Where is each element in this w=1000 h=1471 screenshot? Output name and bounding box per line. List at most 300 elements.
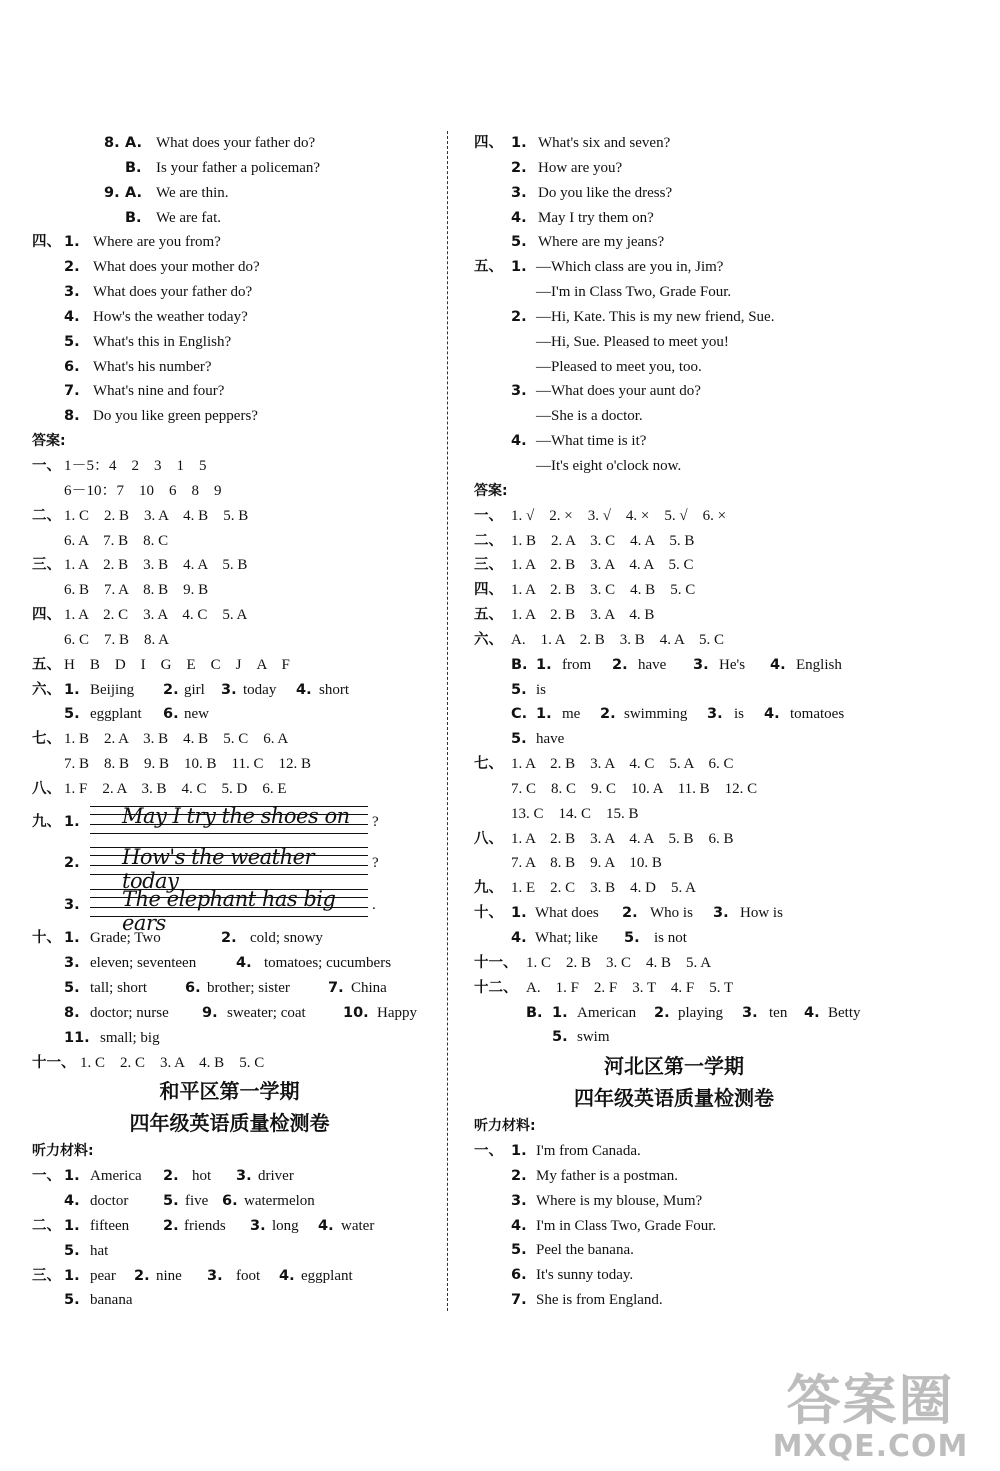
- text-line: [32, 181, 427, 206]
- section-label: 十、: [32, 930, 61, 947]
- text-line: [474, 951, 874, 976]
- text-line: [32, 926, 427, 951]
- section-label: 八、: [474, 830, 503, 847]
- section-label: 四、: [474, 135, 503, 151]
- item-number: 4.: [236, 955, 252, 972]
- line-text: eggplant: [90, 706, 142, 723]
- text-line: [474, 678, 874, 703]
- text-line: [474, 131, 874, 156]
- section-label: 十二、: [474, 979, 518, 996]
- section-label: 三、: [32, 557, 61, 574]
- item-number: 3.: [511, 1192, 527, 1209]
- line-text: 1. A 2. B 3. A 4. B: [511, 607, 655, 624]
- line-text: I'm in Class Two, Grade Four.: [536, 1217, 717, 1234]
- item-number: 1.: [511, 905, 527, 922]
- line-text: 1. C 2. C 3. A 4. B 5. C: [80, 1054, 265, 1071]
- item-number: 1.: [64, 681, 80, 698]
- section-label: 答案:: [474, 482, 508, 499]
- section-heading: [32, 429, 427, 454]
- item-number: 2.: [511, 308, 527, 325]
- line-text: banana: [90, 1292, 133, 1309]
- item-number: 6.: [511, 1267, 527, 1284]
- item-number: B.: [125, 209, 142, 226]
- line-text: —Which class are you in, Jim?: [536, 259, 724, 276]
- text-line: [32, 603, 427, 628]
- item-number: 1.: [64, 1168, 80, 1185]
- text-line: [474, 578, 874, 603]
- item-number: 8.: [64, 408, 80, 425]
- text-line: [32, 653, 427, 678]
- text-line: [474, 230, 874, 255]
- line-text: 6－10：7 10 6 8 9: [64, 482, 222, 499]
- text-line: [32, 330, 427, 355]
- line-text: 1. A 2. B 3. A 4. A 5. C: [511, 557, 694, 574]
- line-text: 1. A 2. B 3. C 4. B 5. C: [511, 582, 696, 599]
- text-line: [32, 951, 427, 976]
- line-text: short: [319, 681, 349, 698]
- column-divider: [447, 131, 448, 1311]
- item-number: 10.: [343, 1004, 369, 1021]
- item-number: 3.: [707, 706, 723, 723]
- text-line: [32, 578, 427, 603]
- text-line: [474, 876, 874, 901]
- text-line: [474, 1025, 874, 1050]
- line-text: A. 1. F 2. F 3. T 4. F 5. T: [526, 979, 734, 996]
- item-number: A.: [125, 135, 142, 151]
- item-number: 1.: [64, 1217, 80, 1234]
- item-number: 11.: [64, 1029, 90, 1046]
- handwriting-row: [32, 885, 427, 935]
- item-number: 6.: [64, 358, 80, 375]
- line-text: —She is a doctor.: [536, 408, 643, 425]
- line-text: Where are you from?: [93, 234, 221, 251]
- text-line: [32, 1051, 427, 1076]
- item-number: 5.: [511, 234, 527, 251]
- section-label: 八、: [32, 780, 61, 797]
- text-line: [32, 379, 427, 404]
- section-label: 二、: [32, 507, 61, 524]
- line-text: 1. C 2. B 3. A 4. B 5. B: [64, 507, 249, 524]
- line-text: 1. C 2. B 3. C 4. B 5. A: [526, 954, 712, 971]
- text-line: [32, 976, 427, 1001]
- section-label: 五、: [474, 607, 503, 624]
- line-text: —Pleased to meet you, too.: [536, 358, 702, 375]
- text-line: [32, 131, 427, 156]
- text-line: [474, 280, 874, 305]
- item-number: 3.: [64, 896, 80, 913]
- line-text: nine: [156, 1267, 182, 1284]
- item-number: 2.: [622, 905, 638, 922]
- item-number: 5.: [64, 333, 80, 350]
- line-text: 1. B 2. A 3. B 4. B 5. C 6. A: [64, 731, 289, 748]
- line-text: 1. B 2. A 3. C 4. A 5. B: [511, 532, 695, 549]
- section-heading: [474, 479, 874, 504]
- line-text: 6. A 7. B 8. C: [64, 532, 169, 549]
- section-label: 十一、: [474, 954, 518, 971]
- text-line: [474, 1001, 874, 1026]
- line-text: 1. A 2. C 3. A 4. C 5. A: [64, 607, 248, 624]
- line-text: 7. B 8. B 9. B 10. B 11. C 12. B: [64, 756, 311, 773]
- section-label: 四、: [32, 234, 61, 251]
- text-line: [32, 1189, 427, 1214]
- text-line: [474, 454, 874, 479]
- section-label: 一、: [32, 457, 61, 474]
- section-label: 一、: [474, 1143, 503, 1160]
- item-number: B.: [511, 656, 528, 673]
- line-text: Is your father a policeman?: [156, 159, 321, 176]
- line-text: Betty: [828, 1004, 861, 1021]
- text-line: [474, 653, 874, 678]
- line-text: What's his number?: [93, 358, 212, 375]
- text-line: [32, 255, 427, 280]
- item-number: 2.: [654, 1004, 670, 1021]
- text-line: [474, 429, 874, 454]
- item-number: A.: [125, 184, 142, 201]
- line-text: playing: [678, 1004, 723, 1021]
- text-line: [474, 628, 874, 653]
- handwriting-row: [32, 802, 427, 844]
- line-text: have: [536, 731, 565, 748]
- watermark-logo: [763, 1371, 978, 1463]
- text-line: [474, 901, 874, 926]
- line-text: Do you like green peppers?: [93, 408, 258, 425]
- sentence-end-mark: .: [372, 896, 376, 913]
- line-text: H B D I G E C J A F: [64, 656, 290, 673]
- text-line: [474, 355, 874, 380]
- section-label: 四、: [32, 607, 61, 624]
- line-text: 1. √ 2. × 3. √ 4. × 5. √ 6. ×: [511, 507, 727, 524]
- line-text: I'm from Canada.: [536, 1143, 641, 1160]
- text-line: [474, 976, 874, 1001]
- text-line: [474, 404, 874, 429]
- item-number: 4.: [804, 1004, 820, 1021]
- section-heading: [32, 1139, 427, 1164]
- line-text: Happy: [377, 1004, 417, 1021]
- item-number: 2.: [511, 1167, 527, 1184]
- text-line: [474, 330, 874, 355]
- text-line: [32, 678, 427, 703]
- line-text: May I try them on?: [538, 209, 654, 226]
- section-label: 十一、: [32, 1054, 76, 1071]
- item-number: 1.: [64, 234, 80, 251]
- line-text: small; big: [100, 1029, 160, 1046]
- item-number: 5.: [511, 1242, 527, 1259]
- item-number: 5.: [511, 681, 527, 698]
- text-line: [32, 1026, 427, 1051]
- section-label: 答案:: [32, 433, 66, 450]
- line-text: tomatoes; cucumbers: [264, 955, 392, 972]
- line-text: We are thin.: [156, 184, 229, 201]
- line-text: —I'm in Class Two, Grade Four.: [536, 284, 732, 301]
- text-line: [474, 1263, 874, 1288]
- line-text: —Hi, Sue. Pleased to meet you!: [536, 333, 729, 350]
- item-number: 8.: [104, 135, 120, 151]
- line-text: doctor: [90, 1193, 129, 1210]
- text-line: [474, 603, 874, 628]
- text-line: [474, 1139, 874, 1164]
- item-number: 5.: [64, 979, 80, 996]
- item-number: 2.: [64, 259, 80, 276]
- section-label: 听力材料:: [474, 1118, 536, 1135]
- item-number: 3.: [713, 905, 729, 922]
- text-line: [474, 553, 874, 578]
- line-text: eleven; seventeen: [90, 955, 197, 972]
- handwriting-row: [32, 843, 427, 894]
- line-text: today: [243, 681, 277, 698]
- item-number: 5.: [552, 1029, 568, 1046]
- line-text: American: [577, 1004, 637, 1021]
- text-line: [474, 926, 874, 951]
- section-label: 二、: [474, 532, 503, 549]
- item-number: 9.: [104, 184, 120, 201]
- item-number: 3.: [64, 284, 80, 301]
- line-text: 1. E 2. C 3. B 4. D 5. A: [511, 880, 697, 897]
- text-line: [32, 727, 427, 752]
- line-text: What's this in English?: [93, 333, 232, 350]
- text-line: [474, 802, 874, 827]
- line-text: English: [796, 656, 842, 673]
- item-number: 5.: [511, 731, 527, 748]
- item-number: 1.: [552, 1004, 568, 1021]
- text-line: [32, 1164, 427, 1189]
- item-number: 9.: [202, 1004, 218, 1021]
- right-column: [474, 131, 874, 1313]
- section-label: 九、: [32, 813, 61, 830]
- text-line: [32, 1264, 427, 1289]
- text-line: [32, 529, 427, 554]
- section-label: 三、: [474, 557, 503, 574]
- text-line: [474, 181, 874, 206]
- section-label: 七、: [474, 756, 503, 773]
- line-text: How are you?: [538, 159, 623, 176]
- line-text: 7. C 8. C 9. C 10. A 11. B 12. C: [511, 780, 758, 797]
- item-number: 5.: [163, 1193, 179, 1210]
- item-number: C.: [511, 706, 528, 723]
- item-number: 1.: [511, 1143, 527, 1160]
- section-label: 四、: [474, 582, 503, 599]
- text-line: [474, 1288, 874, 1313]
- line-text: have: [638, 656, 667, 673]
- line-text: Grade; Two: [90, 930, 161, 947]
- line-text: watermelon: [244, 1193, 315, 1210]
- line-text: Where is my blouse, Mum?: [536, 1192, 703, 1209]
- text-line: [474, 1164, 874, 1189]
- text-line: [32, 206, 427, 231]
- section-label: 一、: [32, 1168, 61, 1185]
- text-line: [474, 206, 874, 231]
- line-text: is not: [654, 930, 687, 946]
- text-line: [32, 553, 427, 578]
- section-label: 听力材料:: [32, 1143, 94, 1160]
- section-label: 一、: [474, 507, 503, 524]
- text-line: [474, 851, 874, 876]
- text-line: [32, 777, 427, 802]
- line-text: five: [185, 1193, 209, 1210]
- item-number: 4.: [511, 930, 527, 946]
- line-text: 1. A 2. B 3. B 4. A 5. B: [64, 557, 248, 574]
- section-title: 河北区第一学期: [604, 1054, 744, 1079]
- item-number: 4.: [64, 1193, 80, 1210]
- text-line: [474, 305, 874, 330]
- item-number: 2.: [64, 855, 80, 872]
- line-text: What does your father do?: [93, 284, 253, 301]
- line-text: long: [272, 1217, 299, 1234]
- line-text: eggplant: [301, 1267, 353, 1284]
- line-text: —It's eight o'clock now.: [536, 457, 682, 474]
- section-label: 六、: [474, 631, 503, 648]
- item-number: 4.: [296, 681, 312, 698]
- line-text: 1. F 2. A 3. B 4. C 5. D 6. E: [64, 780, 287, 797]
- line-text: 1. A 2. B 3. A 4. A 5. B 6. B: [511, 830, 734, 847]
- line-text: 7. A 8. B 9. A 10. B: [511, 855, 662, 872]
- line-text: doctor; nurse: [90, 1004, 169, 1021]
- line-text: hot: [192, 1168, 212, 1185]
- section-title: 和平区第一学期: [159, 1079, 300, 1104]
- section-title: 四年级英语质量检测卷: [129, 1111, 330, 1136]
- item-number: 2.: [511, 159, 527, 176]
- handwritten-answer: May I try the shoes on: [122, 803, 350, 828]
- text-line: [474, 827, 874, 852]
- handwriting-lines: [90, 803, 368, 834]
- item-number: 1.: [511, 135, 527, 151]
- item-number: 4.: [764, 706, 780, 723]
- line-text: friends: [184, 1217, 226, 1234]
- text-line: [474, 255, 874, 280]
- line-text: My father is a postman.: [536, 1167, 679, 1184]
- handwriting-lines: [90, 845, 368, 894]
- item-number: 2.: [600, 706, 616, 723]
- line-text: 13. C 14. C 15. B: [511, 805, 639, 822]
- item-number: 2.: [163, 681, 179, 698]
- section-label: 六、: [32, 681, 61, 698]
- line-text: sweater; coat: [227, 1004, 306, 1021]
- line-text: hat: [90, 1242, 109, 1259]
- line-text: fifteen: [90, 1217, 130, 1234]
- line-text: How's the weather today?: [93, 308, 248, 325]
- text-line: [32, 752, 427, 777]
- line-text: China: [351, 979, 387, 996]
- line-text: What does your mother do?: [93, 259, 260, 276]
- item-number: 4.: [511, 209, 527, 226]
- watermark-text: 答案圈: [786, 1369, 955, 1432]
- item-number: 6.: [163, 706, 179, 723]
- line-text: —What does your aunt do?: [536, 383, 701, 400]
- section-label: 十、: [474, 905, 503, 922]
- line-text: We are fat.: [156, 209, 221, 226]
- text-line: [32, 280, 427, 305]
- handwritten-answer: The elephant has big ears: [122, 886, 336, 935]
- line-text: girl: [184, 681, 205, 698]
- item-number: 3.: [207, 1267, 223, 1284]
- item-number: 4.: [279, 1267, 295, 1284]
- item-number: 1.: [64, 1267, 80, 1284]
- line-text: —Hi, Kate. This is my new friend, Sue.: [536, 308, 775, 325]
- item-number: 7.: [64, 383, 80, 400]
- line-text: is: [536, 681, 547, 698]
- section-label: 三、: [32, 1267, 61, 1284]
- item-number: 3.: [511, 184, 527, 201]
- text-line: [32, 628, 427, 653]
- text-line: [474, 727, 874, 752]
- line-text: 1. A 2. B 3. A 4. C 5. A 6. C: [511, 756, 734, 773]
- left-column: [32, 131, 427, 1313]
- item-number: 4.: [511, 1217, 527, 1234]
- item-number: 8.: [64, 1004, 80, 1021]
- section-label: 九、: [474, 880, 503, 897]
- item-number: 3.: [511, 383, 527, 400]
- line-text: Peel the banana.: [536, 1242, 634, 1259]
- item-number: 4.: [318, 1217, 334, 1234]
- item-number: 3.: [236, 1168, 252, 1185]
- line-text: me: [562, 706, 581, 723]
- item-number: 2.: [163, 1168, 179, 1185]
- line-text: What's six and seven?: [538, 135, 671, 151]
- item-number: 3.: [250, 1217, 266, 1234]
- item-number: 1.: [64, 813, 80, 830]
- text-line: [474, 777, 874, 802]
- item-number: 6.: [222, 1193, 238, 1210]
- line-text: Where are my jeans?: [538, 234, 665, 251]
- item-number: 5.: [64, 1292, 80, 1309]
- item-number: 2.: [221, 930, 237, 947]
- line-text: 1－5：4 2 3 1 5: [64, 457, 207, 474]
- line-text: water: [341, 1217, 375, 1234]
- line-text: from: [562, 656, 592, 673]
- line-text: brother; sister: [207, 979, 290, 996]
- line-text: swimming: [624, 706, 688, 723]
- item-number: 3.: [742, 1004, 758, 1021]
- text-line: [32, 404, 427, 429]
- text-line: [32, 305, 427, 330]
- text-line: [32, 1288, 427, 1313]
- item-number: 5.: [64, 1242, 80, 1259]
- line-text: tomatoes: [790, 706, 845, 723]
- item-number: 2.: [612, 656, 628, 673]
- item-number: 5.: [64, 706, 80, 723]
- text-line: [32, 156, 427, 181]
- item-number: 5.: [624, 930, 640, 946]
- sentence-end-mark: ?: [372, 855, 379, 872]
- section-title: 四年级英语质量检测卷: [574, 1086, 774, 1111]
- line-text: A. 1. A 2. B 3. B 4. A 5. C: [511, 631, 724, 648]
- line-text: pear: [90, 1267, 116, 1284]
- text-line: [474, 1214, 874, 1239]
- item-number: 4.: [64, 308, 80, 325]
- item-number: 7.: [328, 979, 344, 996]
- line-text: What; like: [535, 930, 598, 946]
- line-text: 6. B 7. A 8. B 9. B: [64, 582, 209, 599]
- line-text: She is from England.: [536, 1292, 663, 1309]
- text-line: [32, 230, 427, 255]
- line-text: What does your father do?: [156, 135, 316, 151]
- line-text: It's sunny today.: [536, 1267, 634, 1284]
- item-number: 4.: [511, 433, 527, 450]
- item-number: 7.: [511, 1292, 527, 1309]
- text-line: [32, 479, 427, 504]
- section-label: 五、: [32, 656, 61, 673]
- text-line: [32, 1239, 427, 1264]
- handwriting-lines: [90, 886, 368, 935]
- text-line: [474, 379, 874, 404]
- text-line: [32, 355, 427, 380]
- handwritten-answer: How's the weather today: [122, 845, 315, 894]
- text-line: [32, 504, 427, 529]
- item-number: 3.: [221, 681, 237, 698]
- text-line: [474, 752, 874, 777]
- text-line: [474, 1189, 874, 1214]
- line-text: new: [184, 706, 209, 723]
- text-line: [474, 529, 874, 554]
